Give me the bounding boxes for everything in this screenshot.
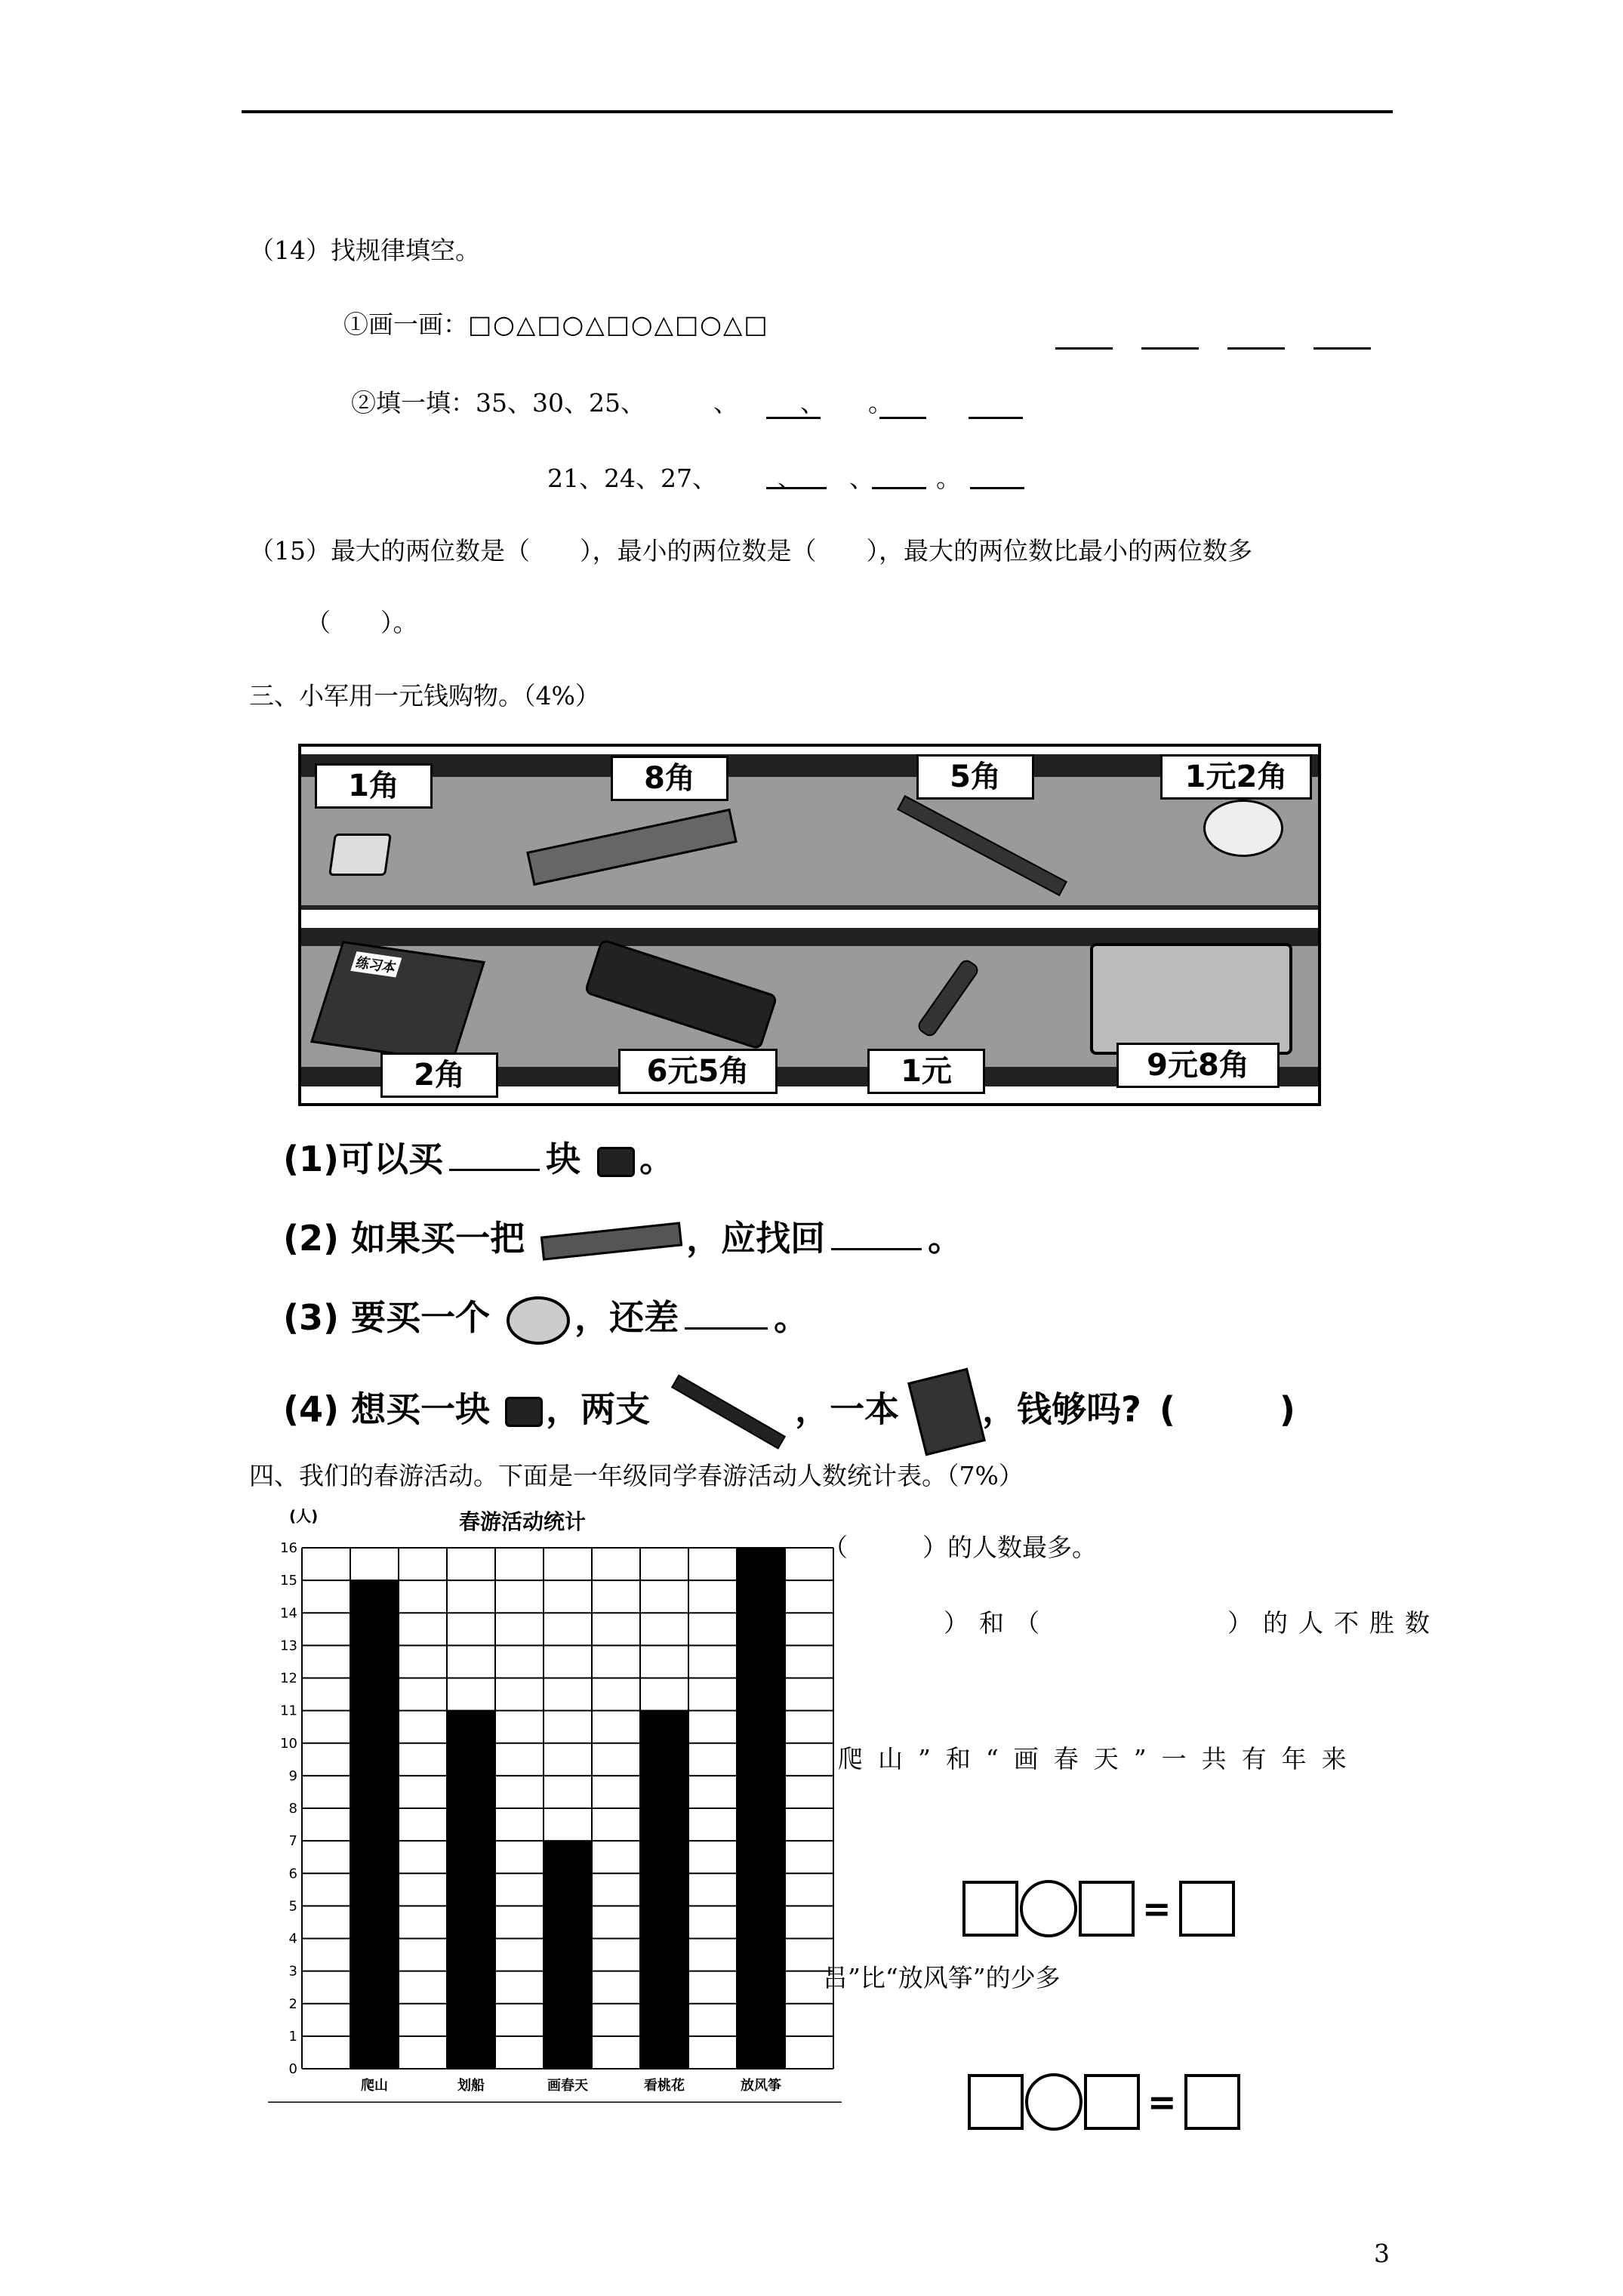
eraser-item — [328, 834, 392, 876]
s3-q2-end: 。 — [928, 1218, 963, 1259]
q14-fill-sep-c: 。 — [868, 388, 893, 418]
y-tick-label: 14 — [280, 1605, 297, 1622]
chart-y-label: (人) — [289, 1507, 319, 1525]
section4-title: 四、我们的春游活动。下面是一年级同学春游活动人数统计表。（7%） — [249, 1461, 1024, 1490]
s3-q4-text-d: ，钱够吗? — [982, 1388, 1141, 1430]
s3-q4 — [283, 1374, 1295, 1450]
s4-r1: （ ）的人数最多。 — [823, 1533, 1097, 1562]
bar-放风筝 — [737, 1548, 785, 2069]
s3-q3-end: 。 — [774, 1297, 809, 1338]
page-number: 3 — [1374, 2239, 1390, 2268]
s3-q3-blank[interactable] — [685, 1324, 768, 1330]
s3-q2 — [283, 1216, 962, 1261]
s3-q3-text-a: (3) 要买一个 — [283, 1297, 491, 1338]
q15-line-1: （15）最大的两位数是（ ），最小的两位数是（ ），最大的两位数比最小的两位数多 — [249, 536, 1252, 566]
y-tick-label: 0 — [288, 2061, 297, 2077]
q14-fill-blank-6[interactable] — [970, 478, 1024, 492]
y-tick-label: 11 — [280, 1703, 297, 1719]
eraser-icon-2 — [505, 1397, 543, 1427]
section3-title: 三、小军用一元钱购物。（4%） — [249, 681, 600, 710]
price-tag-sharpener: 1元2角 — [1160, 754, 1312, 800]
price-tag-pen: 1元 — [867, 1049, 985, 1094]
eq1-box-a[interactable] — [962, 1881, 1018, 1937]
s3-q2-text-a: (2) 如果买一把 — [283, 1218, 525, 1259]
y-tick-label: 10 — [280, 1735, 297, 1752]
q14-draw-blanks[interactable] — [1055, 338, 1371, 353]
y-tick-label: 7 — [288, 1833, 297, 1850]
s3-q4-text-a: (4) 想买一块 — [283, 1388, 491, 1430]
s3-q1 — [283, 1136, 674, 1182]
x-tick-label: 看桃花 — [644, 2078, 685, 2094]
eraser-icon — [597, 1147, 635, 1177]
chart-title: 春游活动统计 — [458, 1509, 587, 1534]
s4-r3: 爬山”和“画春天”一共有年来 — [838, 1744, 1362, 1774]
y-tick-label: 15 — [280, 1573, 297, 1589]
y-tick-label: 2 — [288, 1996, 297, 2012]
q14-title: （14）找规律填空。 — [249, 236, 480, 265]
y-tick-label: 3 — [288, 1963, 297, 1980]
price-tag-schoolbag: 9元8角 — [1116, 1043, 1280, 1088]
s3-q2-blank[interactable] — [831, 1245, 922, 1250]
price-tag-pencil: 5角 — [916, 754, 1034, 800]
y-tick-label: 16 — [280, 1540, 297, 1556]
y-tick-label: 12 — [280, 1670, 297, 1687]
bar-看桃花 — [640, 1711, 688, 2069]
s3-q4-answer-paren[interactable]: ( ) — [1159, 1388, 1295, 1430]
bar-爬山 — [350, 1580, 399, 2069]
s4-equation-1[interactable] — [962, 1880, 1235, 1937]
s3-q4-text-b: ，两支 — [546, 1388, 651, 1430]
bar-chart — [268, 1499, 842, 2103]
pencil-sharpener-item — [1203, 800, 1283, 857]
eq1-equals: = — [1142, 1888, 1172, 1929]
q15-line-2: （ ）。 — [306, 608, 418, 637]
q14-fill-sep-a: 、 — [713, 388, 738, 418]
notebook-label: 练习本 — [350, 951, 402, 977]
s3-q1-blank[interactable] — [449, 1166, 540, 1171]
q14-fill-sep-e: 、 — [849, 464, 874, 493]
y-tick-label: 1 — [288, 2028, 297, 2045]
price-tag-ruler: 8角 — [611, 756, 728, 801]
eq2-box-b[interactable] — [1084, 2074, 1140, 2130]
q14-fill-label: ②填一填：35、30、25、 — [351, 388, 645, 418]
schoolbag-item — [1090, 943, 1292, 1055]
q14-draw-label: ①画一画： — [343, 310, 468, 339]
q14-fill-line-1 — [351, 388, 645, 418]
eq2-box-result[interactable] — [1184, 2074, 1240, 2130]
s3-q3-text-b: ，还差 — [574, 1297, 679, 1338]
price-tag-pencil-case: 6元5角 — [618, 1049, 778, 1094]
bar-划船 — [447, 1711, 495, 2069]
eq1-box-b[interactable] — [1079, 1881, 1135, 1937]
y-tick-label: 8 — [288, 1801, 297, 1817]
q14-fill-blank-3[interactable] — [969, 408, 1023, 422]
shop-illustration — [298, 744, 1321, 1106]
s4-r2: ）和（ ）的人不胜数 — [944, 1608, 1440, 1638]
header-rule — [242, 110, 1393, 113]
ruler-icon — [540, 1222, 682, 1260]
eq2-operator-circle[interactable] — [1025, 2073, 1083, 2131]
bar-画春天 — [544, 1841, 592, 2069]
eq2-equals: = — [1147, 2082, 1177, 2122]
price-tag-eraser: 1角 — [315, 763, 433, 809]
y-tick-label: 4 — [288, 1931, 297, 1947]
notebook-icon — [907, 1368, 986, 1456]
q14-shape-pattern: □○△□○△□○△□○△□ — [468, 310, 769, 339]
y-tick-label: 5 — [288, 1898, 297, 1915]
s4-equation-2[interactable] — [968, 2073, 1240, 2131]
q14-fill-blank-2[interactable] — [879, 408, 926, 422]
eq2-box-a[interactable] — [968, 2074, 1024, 2130]
q14-fill-line-2: 21、24、27、 — [547, 464, 717, 493]
s4-r4: 吕”比“放风筝”的少多 — [823, 1963, 1061, 1992]
eq1-box-result[interactable] — [1179, 1881, 1235, 1937]
s3-q1-text-a: (1)可以买 — [283, 1139, 444, 1179]
y-tick-label: 13 — [280, 1638, 297, 1654]
y-tick-label: 6 — [288, 1866, 297, 1882]
s3-q1-end: 。 — [639, 1139, 675, 1179]
x-tick-label: 放风筝 — [741, 2078, 781, 2094]
x-tick-label: 爬山 — [361, 2078, 388, 2094]
s3-q2-text-b: ，应找回 — [686, 1218, 826, 1259]
chart-svg — [268, 1499, 842, 2103]
sharpener-icon — [507, 1296, 570, 1345]
q14-fill-sep-b: 、 — [800, 388, 825, 418]
q14-fill-blank-5[interactable] — [872, 478, 926, 492]
q14-fill-sep-d: 、 — [778, 464, 802, 493]
x-tick-label: 画春天 — [547, 2078, 588, 2094]
pencil-icon — [671, 1374, 786, 1449]
s3-q3 — [283, 1295, 808, 1345]
q14-fill-sep-f: 。 — [936, 464, 961, 493]
q14-draw-line — [343, 310, 769, 340]
y-tick-label: 9 — [288, 1767, 297, 1784]
s3-q1-text-b: 块 — [546, 1139, 581, 1179]
x-tick-label: 划船 — [457, 2078, 485, 2094]
s3-q4-text-c: ，一本 — [795, 1388, 900, 1430]
price-tag-notebook: 2角 — [380, 1052, 498, 1098]
eq1-operator-circle[interactable] — [1020, 1880, 1077, 1937]
